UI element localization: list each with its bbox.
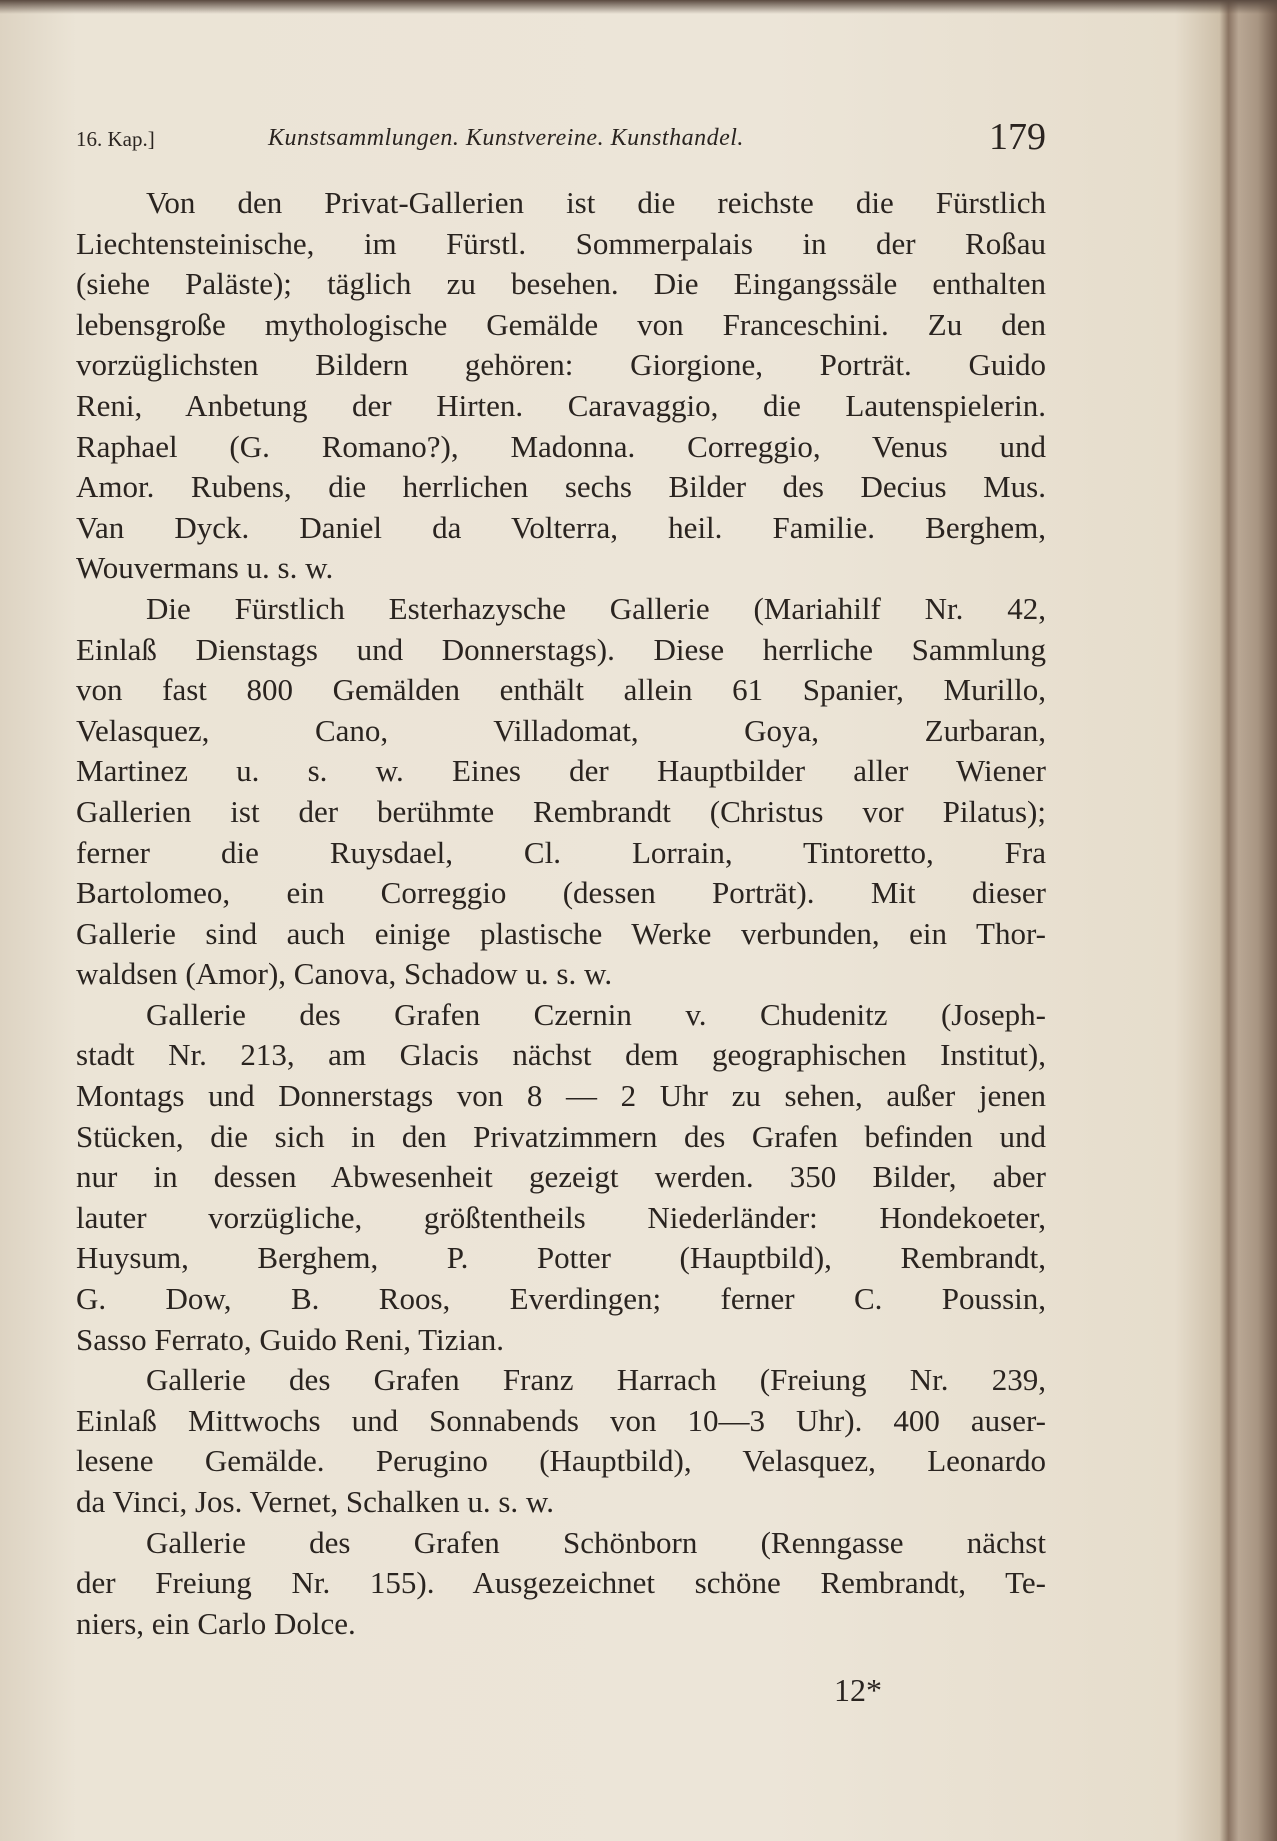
text-line: Bartolomeo, ein Correggio (dessen Porträt). Mit dieser bbox=[76, 875, 1046, 911]
text-line: lauter vorzügliche, größtentheils Niederländer: Hondekoeter, bbox=[76, 1199, 1046, 1235]
text-line: G. Dow, B. Roos, Everdingen; ferner C. Poussin, bbox=[76, 1281, 1046, 1317]
text-line: lesene Gemälde. Perugino (Hauptbild), Velasquez, Leonardo bbox=[76, 1443, 1046, 1479]
text-line: Amor. Rubens, die herrlichen sechs Bilder des Decius Mus. bbox=[76, 469, 1046, 505]
paragraph-first-line: Gallerie des Grafen Schönborn (Renngasse nächst bbox=[146, 1524, 1046, 1560]
text-line: Raphael (G. Romano?), Madonna. Correggio, Venus und bbox=[76, 428, 1046, 464]
text-line: Einlaß Dienstags und Donnerstags). Diese herrliche Sammlung bbox=[76, 631, 1046, 667]
text-line: vorzüglichsten Bildern gehören: Giorgione, Porträt. Guido bbox=[76, 347, 1046, 383]
text-line: niers, ein Carlo Dolce. bbox=[76, 1605, 356, 1641]
text-line: Van Dyck. Daniel da Volterra, heil. Familie. Berghem, bbox=[76, 509, 1046, 545]
text-line: lebensgroße mythologische Gemälde von Franceschini. Zu den bbox=[76, 306, 1046, 342]
text-line: Einlaß Mittwochs und Sonnabends von 10—3 Uhr). 400 auser- bbox=[76, 1402, 1046, 1438]
text-line: Huysum, Berghem, P. Potter (Hauptbild), Rembrandt, bbox=[76, 1240, 1046, 1276]
text-line: Martinez u. s. w. Eines der Hauptbilder aller Wiener bbox=[76, 753, 1046, 789]
signature-mark: 12* bbox=[834, 1672, 882, 1708]
paragraph-first-line: Die Fürstlich Esterhazysche Gallerie (Mariahilf Nr. 42, bbox=[146, 590, 1046, 626]
text-line: der Freiung Nr. 155). Ausgezeichnet schöne Rembrandt, Te- bbox=[76, 1565, 1046, 1601]
text-line: Liechtensteinische, im Fürstl. Sommerpalais in der Roßau bbox=[76, 225, 1046, 261]
text-line: Montags und Donnerstags von 8 — 2 Uhr zu sehen, außer jenen bbox=[76, 1078, 1046, 1114]
text-line: waldsen (Amor), Canova, Schadow u. s. w. bbox=[76, 956, 613, 992]
text-line: stadt Nr. 213, am Glacis nächst dem geographischen Institut), bbox=[76, 1037, 1046, 1073]
body-text bbox=[76, 183, 1046, 1644]
text-line: (siehe Paläste); täglich zu besehen. Die Eingangssäle enthalten bbox=[76, 266, 1046, 302]
paragraph-first-line: Gallerie des Grafen Czernin v. Chudenitz (Joseph- bbox=[146, 996, 1046, 1032]
page-number: 179 bbox=[989, 116, 1046, 158]
text-line: Sasso Ferrato, Guido Reni, Tizian. bbox=[76, 1321, 504, 1357]
text-line: Gallerie sind auch einige plastische Werke verbunden, ein Thor- bbox=[76, 915, 1046, 951]
paragraph-first-line: Von den Privat-Gallerien ist die reichste die Fürstlich bbox=[146, 185, 1046, 220]
text-line: Wouvermans u. s. w. bbox=[76, 550, 334, 586]
paragraph-first-line: Gallerie des Grafen Franz Harrach (Freiung Nr. 239, bbox=[146, 1362, 1046, 1398]
page-top-shadow bbox=[0, 0, 1277, 14]
text-line: von fast 800 Gemälden enthält allein 61 Spanier, Murillo, bbox=[76, 672, 1046, 708]
text-line: Gallerien ist der berühmte Rembrandt (Christus vor Pilatus); bbox=[76, 793, 1046, 829]
text-line: Reni, Anbetung der Hirten. Caravaggio, die Lautenspielerin. bbox=[76, 387, 1046, 423]
text-line: Stücken, die sich in den Privatzimmern des Grafen befinden und bbox=[76, 1118, 1046, 1154]
text-line: ferner die Ruysdael, Cl. Lorrain, Tintoretto, Fra bbox=[76, 834, 1046, 870]
text-line: Velasquez, Cano, Villadomat, Goya, Zurbaran, bbox=[76, 712, 1046, 748]
chapter-label: 16. Kap.] bbox=[76, 127, 155, 151]
running-title: Kunstsammlungen. Kunstvereine. Kunsthandel. bbox=[268, 125, 744, 151]
running-header bbox=[76, 115, 1046, 158]
text-line: da Vinci, Jos. Vernet, Schalken u. s. w. bbox=[76, 1484, 555, 1519]
text-line: nur in dessen Abwesenheit gezeigt werden. 350 Bilder, aber bbox=[76, 1159, 1046, 1195]
